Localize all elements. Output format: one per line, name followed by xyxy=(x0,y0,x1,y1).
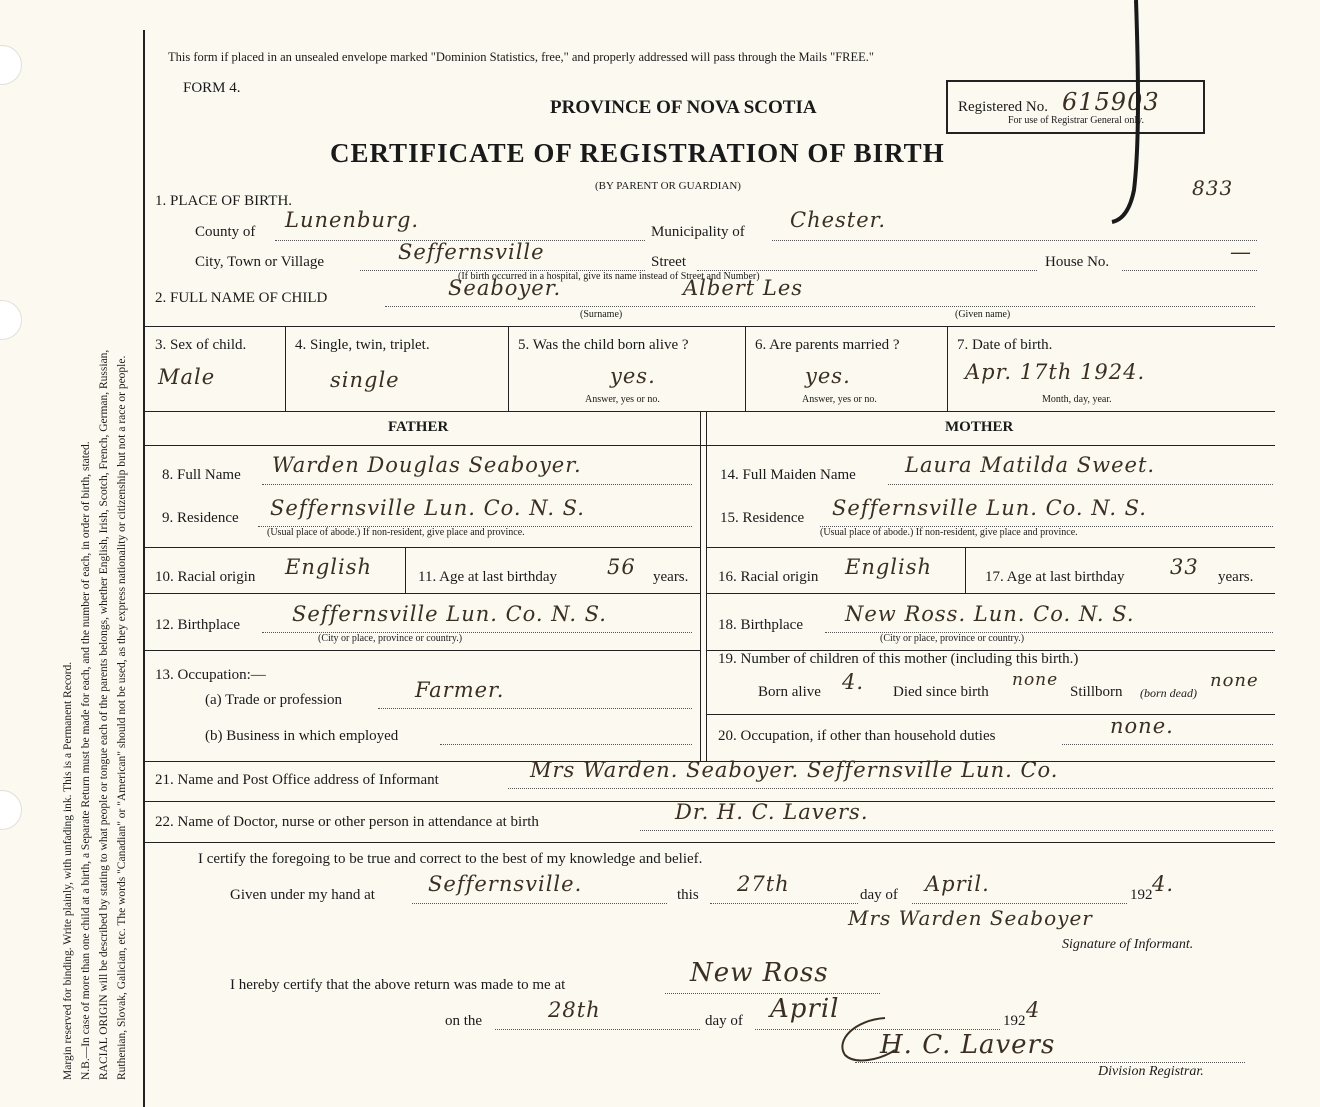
died-since-birth: none xyxy=(1012,670,1059,690)
father-age-label: 11. Age at last birthday xyxy=(418,569,557,585)
doctor-label: 22. Name of Doctor, nurse or other person in attendance at birth xyxy=(155,814,539,830)
father-birthplace-caption: (City or place, province or country.) xyxy=(318,633,463,644)
died-since-birth-label: Died since birth xyxy=(893,684,989,700)
mother-racial-label: 16. Racial origin xyxy=(718,569,819,585)
mother-name-label: 14. Full Maiden Name xyxy=(720,467,856,483)
father-birthplace-label: 12. Birthplace xyxy=(155,617,240,633)
given-month: April. xyxy=(925,872,990,896)
business-label: (b) Business in which employed xyxy=(205,728,399,744)
given-under-label: Given under my hand at xyxy=(230,887,375,903)
parents-married-value: yes. xyxy=(805,364,851,388)
registrar-signature: H. C. Lavers xyxy=(880,1030,1056,1060)
father-age: 56 xyxy=(607,555,636,579)
doctor-value: Dr. H. C. Lavers. xyxy=(675,800,869,824)
place-of-birth-label: 1. PLACE OF BIRTH. xyxy=(155,193,293,209)
margin-note: Margin reserved for binding. Write plainly, with unfading ink. This is a Permanent Record. xyxy=(62,661,74,1080)
this-label: this xyxy=(677,887,699,903)
registrar-caption: Division Registrar. xyxy=(1098,1064,1204,1079)
stillborn-note: (born dead) xyxy=(1140,686,1197,700)
stillborn-label: Stillborn xyxy=(1070,684,1123,700)
mother-occupation-label: 20. Occupation, if other than household duties xyxy=(718,728,996,744)
dob-label: 7. Date of birth. xyxy=(957,337,1053,353)
margin-note: RACIAL ORIGIN will be described by stating to what people or tongue each of the parents belongs, whether English, Irish, Scotch, French, German, Russian, xyxy=(98,349,110,1080)
plurality-label: 4. Single, twin, triplet. xyxy=(295,337,430,353)
informant-signature-caption: Signature of Informant. xyxy=(1062,937,1194,952)
city-label: City, Town or Village xyxy=(195,254,325,270)
postal-note: This form if placed in an unsealed envelope marked "Dominion Statistics, free," and properly addressed will pass through the Mails "FREE." xyxy=(168,50,875,64)
year-digit: 4. xyxy=(1152,872,1175,896)
registrar-month: April xyxy=(770,994,840,1024)
child-given-names: Albert Les xyxy=(683,276,804,300)
mother-age: 33 xyxy=(1170,555,1199,579)
father-name: Warden Douglas Seaboyer. xyxy=(272,453,582,477)
mother-residence-label: 15. Residence xyxy=(720,510,805,526)
yes-no-caption: Answer, yes or no. xyxy=(585,394,660,405)
certify-statement: I certify the foregoing to be true and correct to the best of my knowledge and belief. xyxy=(198,851,703,867)
signature-flourish xyxy=(825,1010,905,1065)
child-surname: Seaboyer. xyxy=(448,276,562,300)
parents-married-label: 6. Are parents married ? xyxy=(755,337,900,353)
father-residence-caption: (Usual place of abode.) If non-resident, give place and province. xyxy=(267,527,525,538)
dob-value: Apr. 17th 1924. xyxy=(965,360,1146,384)
plurality-value: single xyxy=(330,368,400,392)
on-the-label: on the xyxy=(445,1013,483,1029)
years-label: years. xyxy=(1218,569,1254,585)
given-place: Seffernsville. xyxy=(428,872,583,896)
margin-note: Ruthenian, Slovak, Galician, etc. The words "Canadian" or "American" should not be used, as they express nationality or citizenship but not a race or people. xyxy=(116,355,128,1080)
province-heading: PROVINCE OF NOVA SCOTIA xyxy=(550,97,817,118)
page-title: CERTIFICATE OF REGISTRATION OF BIRTH xyxy=(330,138,945,168)
mother-age-label: 17. Age at last birthday xyxy=(985,569,1125,585)
stillborn-count: none xyxy=(1210,670,1259,691)
mother-name: Laura Matilda Sweet. xyxy=(905,453,1156,477)
municipality-label: Municipality of xyxy=(651,224,745,240)
registrar-only-note: For use of Registrar General only. xyxy=(1008,115,1144,126)
ink-stroke xyxy=(1100,0,1150,230)
dob-caption: Month, day, year. xyxy=(1042,394,1112,405)
born-alive-label: 5. Was the child born alive ? xyxy=(518,337,689,353)
punch-hole xyxy=(0,790,22,830)
mother-birthplace: New Ross. Lun. Co. N. S. xyxy=(845,602,1135,626)
father-residence-label: 9. Residence xyxy=(162,510,239,526)
mother-residence: Seffernsville Lun. Co. N. S. xyxy=(832,496,1147,520)
corner-mark: 833 xyxy=(1192,176,1234,200)
year-prefix: 192 xyxy=(1130,887,1153,903)
born-alive-value: yes. xyxy=(610,364,656,388)
yes-no-caption: Answer, yes or no. xyxy=(802,394,877,405)
occupation-label: 13. Occupation:— xyxy=(155,667,266,683)
father-birthplace: Seffernsville Lun. Co. N. S. xyxy=(292,602,607,626)
father-heading: FATHER xyxy=(388,419,449,435)
sex-value: Male xyxy=(158,365,216,389)
registrar-year-prefix: 192 xyxy=(1003,1013,1026,1029)
mother-residence-caption: (Usual place of abode.) If non-resident, give place and province. xyxy=(820,527,1078,538)
binding-margin xyxy=(0,0,145,1107)
father-name-label: 8. Full Name xyxy=(162,467,241,483)
house-no-label: House No. xyxy=(1045,254,1110,270)
house-no-value: — xyxy=(1230,240,1252,264)
mother-heading: MOTHER xyxy=(945,419,1014,435)
registrar-place: New Ross xyxy=(690,958,829,988)
mother-racial: English xyxy=(845,555,933,579)
given-day: 27th xyxy=(737,872,790,896)
father-trade: Farmer. xyxy=(415,678,505,702)
informant-signature: Mrs Warden Seaboyer xyxy=(848,906,1093,930)
father-racial-label: 10. Racial origin xyxy=(155,569,256,585)
margin-rule xyxy=(143,30,145,1107)
registered-number: 615903 xyxy=(1062,88,1160,116)
registrar-day: 28th xyxy=(548,998,601,1022)
mother-occupation: none. xyxy=(1110,714,1174,738)
father-residence: Seffernsville Lun. Co. N. S. xyxy=(270,496,585,520)
given-name-caption: (Given name) xyxy=(955,309,1011,320)
day-of-label: day of xyxy=(705,1013,743,1029)
punch-hole xyxy=(0,300,22,340)
margin-note: N.B.—In case of more than one child at a birth, a Separate Return must be made for each, and the number of each, in order of birth, stated. xyxy=(80,441,92,1080)
mother-birthplace-caption: (City or place, province or country.) xyxy=(880,633,1025,644)
sex-label: 3. Sex of child. xyxy=(155,337,247,353)
county-value: Lunenburg. xyxy=(285,208,420,232)
registrar-statement: I hereby certify that the above return was made to me at xyxy=(230,977,566,993)
day-of-label: day of xyxy=(860,887,898,903)
street-label: Street xyxy=(651,254,686,270)
registered-label: Registered No. xyxy=(958,99,1048,115)
registrar-year-digit: 4 xyxy=(1026,998,1041,1022)
born-alive-count: 4. xyxy=(842,670,865,694)
punch-hole xyxy=(0,45,22,85)
surname-caption: (Surname) xyxy=(580,309,623,320)
city-value: Seffernsville xyxy=(398,240,545,264)
page-subtitle: (BY PARENT OR GUARDIAN) xyxy=(595,180,741,192)
born-alive-count-label: Born alive xyxy=(758,684,821,700)
child-name-label: 2. FULL NAME OF CHILD xyxy=(155,290,328,306)
trade-label: (a) Trade or profession xyxy=(205,692,343,708)
children-count-label: 19. Number of children of this mother (including this birth.) xyxy=(718,651,1079,667)
informant-label: 21. Name and Post Office address of Informant xyxy=(155,772,439,788)
municipality-value: Chester. xyxy=(790,208,887,232)
years-label: years. xyxy=(653,569,689,585)
father-racial: English xyxy=(285,555,373,579)
hospital-note: (If birth occurred in a hospital, give its name instead of Street and Number) xyxy=(458,271,760,282)
informant-value: Mrs Warden. Seaboyer. Seffernsville Lun. Co. xyxy=(530,758,1059,782)
county-label: County of xyxy=(195,224,256,240)
form-number: FORM 4. xyxy=(183,80,241,96)
mother-birthplace-label: 18. Birthplace xyxy=(718,617,803,633)
